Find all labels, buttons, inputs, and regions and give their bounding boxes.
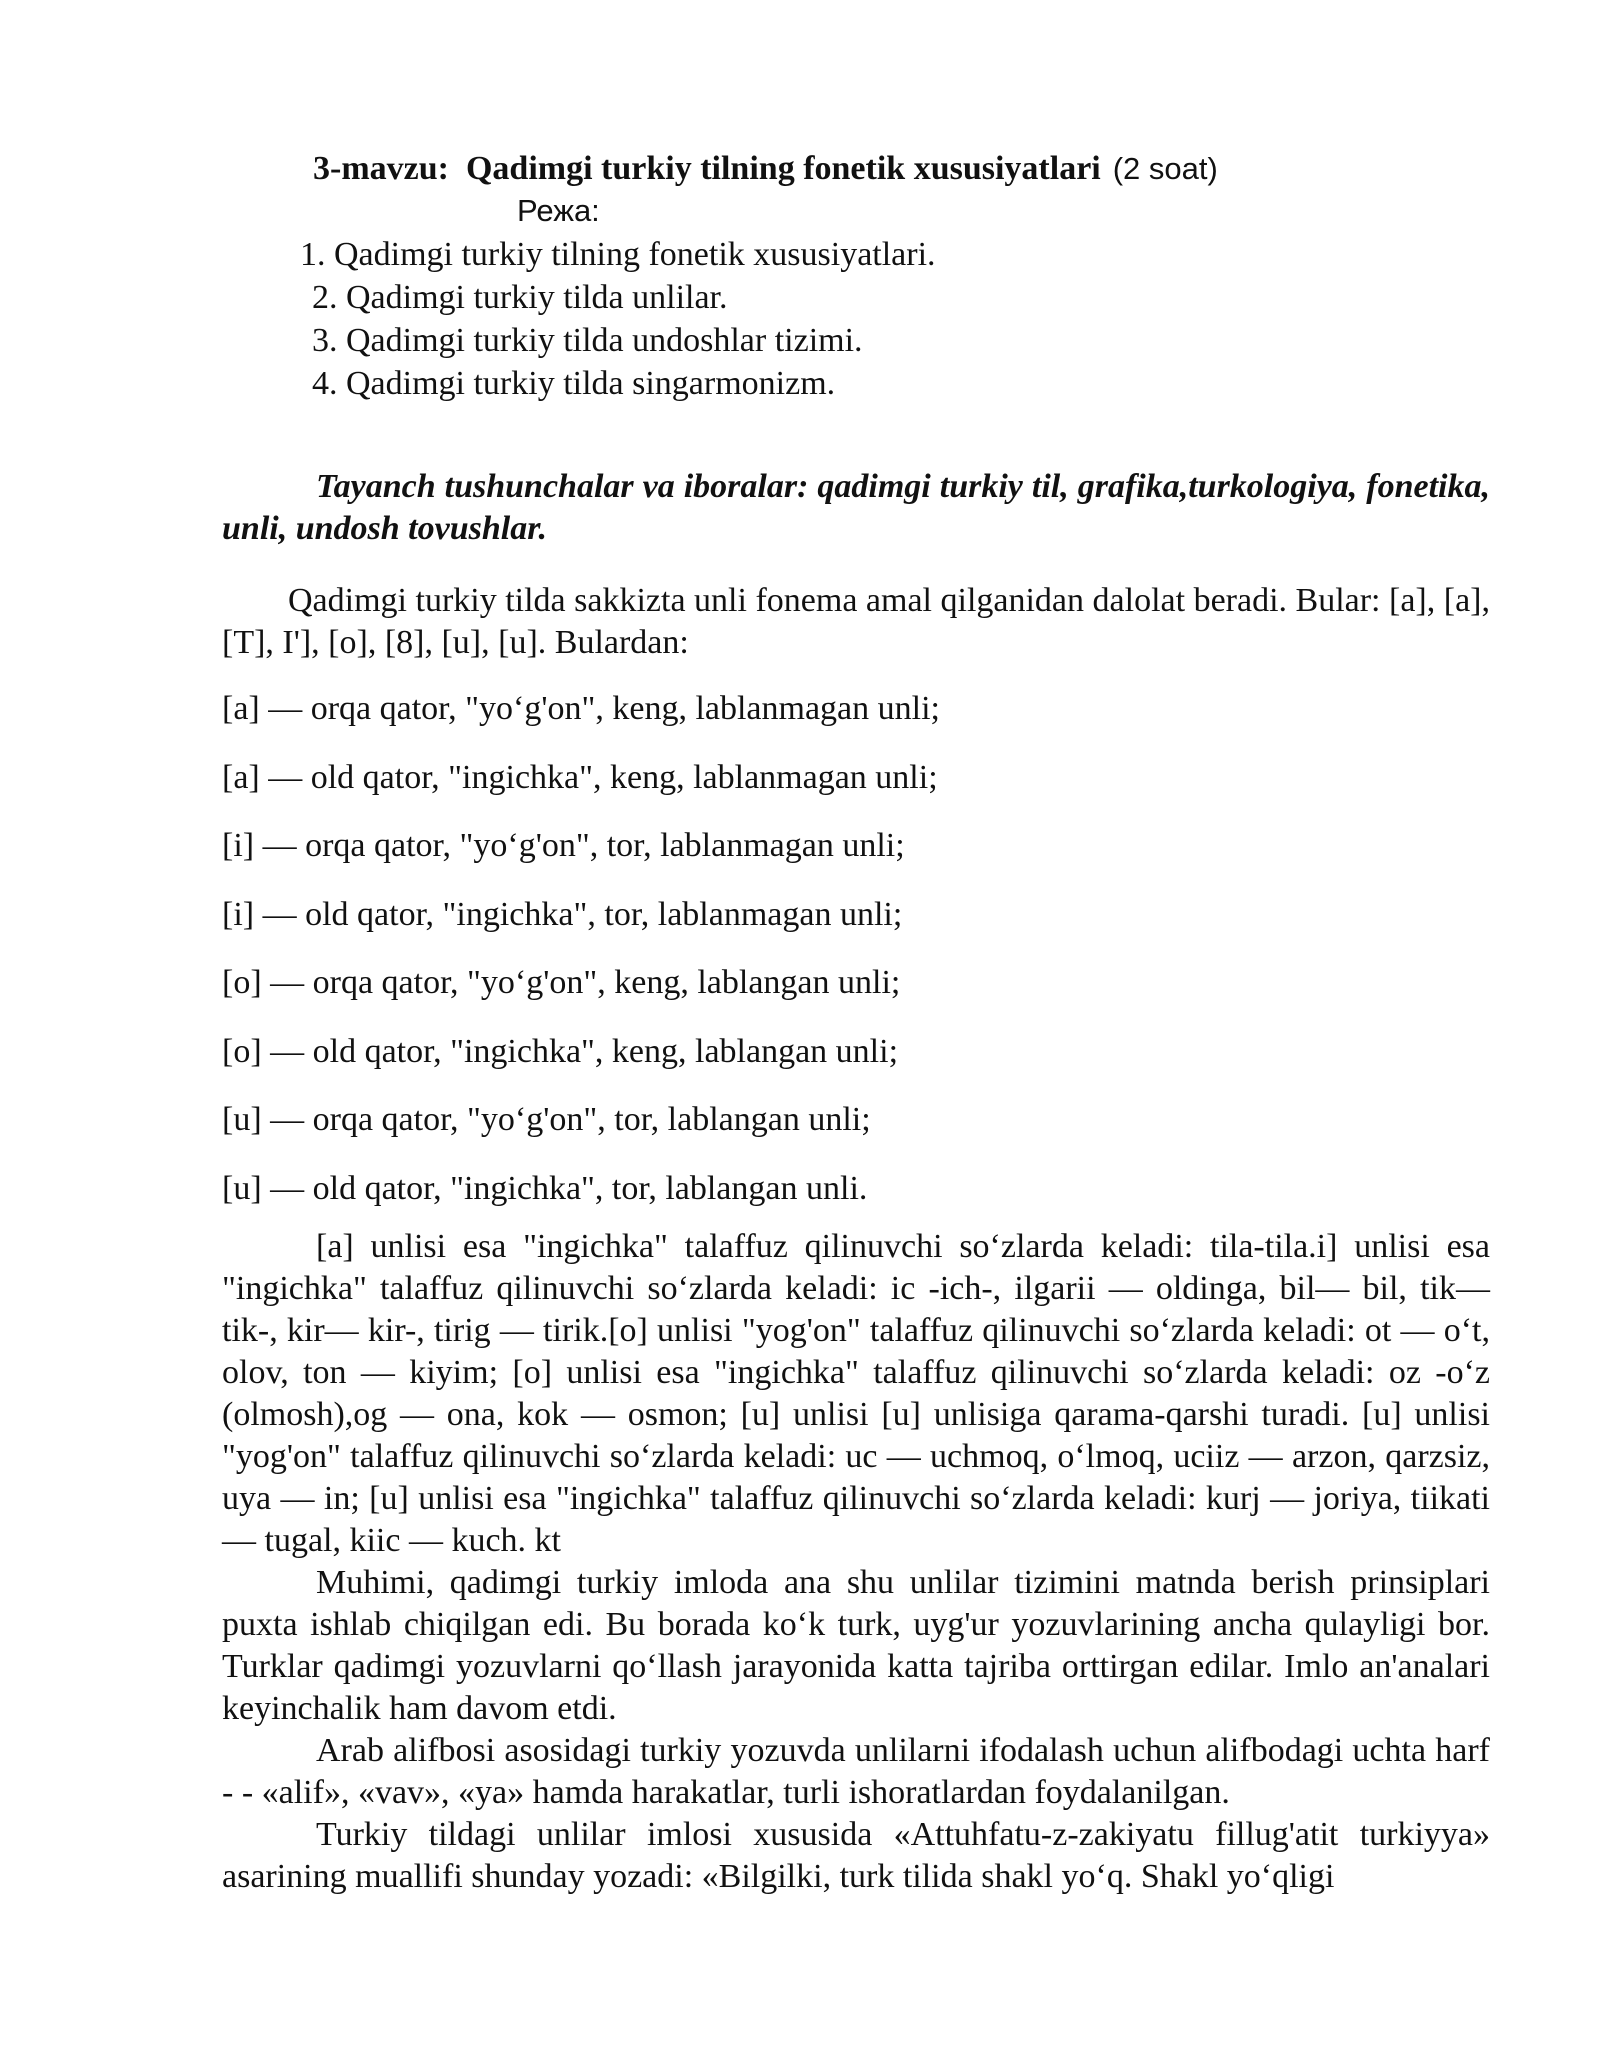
vowel-item: [i] — orqa qator, "yo‘g'on", tor, lablanmagan unli;	[222, 827, 905, 864]
vowel-item: [a] — old qator, "ingichka", keng, lablanmagan unli;	[222, 758, 938, 796]
plan-item: 2. Qadimgi turkiy tilda unlilar.	[312, 279, 728, 316]
intro-paragraph: Qadimgi turkiy tilda sakkizta unli fonema amal qilganidan dalolat beradi. Bular: [a], [a], [T], I'], [o], [8], [u], [u]. Bulardan:	[222, 582, 1490, 661]
plan-label: Режа:	[517, 193, 600, 228]
body-paragraph: Turkiy tildagi unlilar imlosi xususida «Attuhfatu-z-zakiyatu fillug'atit turkiyya» asarining muallifi shunday yozadi: «Bilgilki, turk tilida shakl yo‘q. Shakl yo‘qligi	[222, 1816, 1490, 1895]
plan-item: 4. Qadimgi turkiy tilda singarmonizm.	[312, 365, 836, 402]
body-paragraph: [a] unlisi esa "ingichka" talaffuz qilinuvchi so‘zlarda keladi: tila-tila.i] unlisi esa "ingichka" talaffuz qilinuvchi so‘zlarda keladi: ic -ich-, ilgarii — oldinga, bil— bil, tik— tik-, kir— kir-, tirig — tirik.[o] unlisi "yog'on" talaffuz qilinuvchi so‘zlarda keladi: ot — o‘t, olov, ton — kiyim; [o] unlisi esa "ingichka" talaffuz qilinuvchi so‘zlarda keladi: oz -o‘z (olmosh),og — ona, kok — osmon; [u] unlisi [u] unlisiga qarama-qarshi turadi. [u] unlisi "yog'on" talaffuz qilinuvchi so‘zlarda keladi: uc — uchmoq, o‘lmoq, uciiz — arzon, qarzsiz, uya — in; [u] unlisi esa "ingichka" talaffuz qilinuvchi so‘zlarda keladi: kurj — joriya, tiikati — tugal, kiic — kuch. kt	[222, 1228, 1490, 1559]
key-concepts: Tayanch tushunchalar va iboralar: qadimgi turkiy til, grafika,turkologiya, fonetika, unli, undosh tovushlar.	[222, 468, 1490, 547]
body-paragraph: Muhimi, qadimgi turkiy imloda ana shu unlilar tizimini matnda berish prinsiplari puxta ishlab chiqilgan edi. Bu borada ko‘k turk, uyg'ur yozuvlarining ancha qulayligi bor. Turklar qadimgi yozuvlarni qo‘llash jarayonida katta tajriba orttirgan edilar. Imlo an'analari keyinchalik ham davom etdi.	[222, 1564, 1490, 1727]
topic-heading	[313, 148, 1218, 190]
plan-item: 1. Qadimgi turkiy tilning fonetik xususiyatlari.	[300, 236, 936, 273]
topic-hours: (2 soat)	[1112, 151, 1218, 186]
body-paragraph: Arab alifbosi asosidagi turkiy yozuvda unlilarni ifodalash uchun alifbodagi uchta harf - - «alif», «vav», «ya» hamda harakatlar, turli ishoratlardan foydalanilgan.	[222, 1732, 1490, 1811]
topic-label: 3-mavzu:	[313, 150, 449, 187]
vowel-list	[222, 688, 940, 1236]
vowel-item: [o] — orqa qator, "yo‘g'on", keng, lablangan unli;	[222, 964, 901, 1001]
vowel-item: [i] — old qator, "ingichka", tor, lablanmagan unli;	[222, 895, 903, 933]
body-text	[222, 1226, 1490, 1898]
topic-title: Qadimgi turkiy tilning fonetik xususiyatlari	[465, 150, 1101, 187]
vowel-item: [u] — orqa qator, "yo‘g'on", tor, lablangan unli;	[222, 1101, 871, 1138]
plan-item: 3. Qadimgi turkiy tilda undoshlar tizimi.	[312, 322, 863, 359]
vowel-item: [o] — old qator, "ingichka", keng, lablangan unli;	[222, 1032, 899, 1070]
vowel-item: [u] — old qator, "ingichka", tor, lablangan unli.	[222, 1169, 868, 1207]
plan-list	[300, 234, 936, 406]
vowel-item: [a] — orqa qator, "yo‘g'on", keng, lablanmagan unli;	[222, 690, 940, 727]
